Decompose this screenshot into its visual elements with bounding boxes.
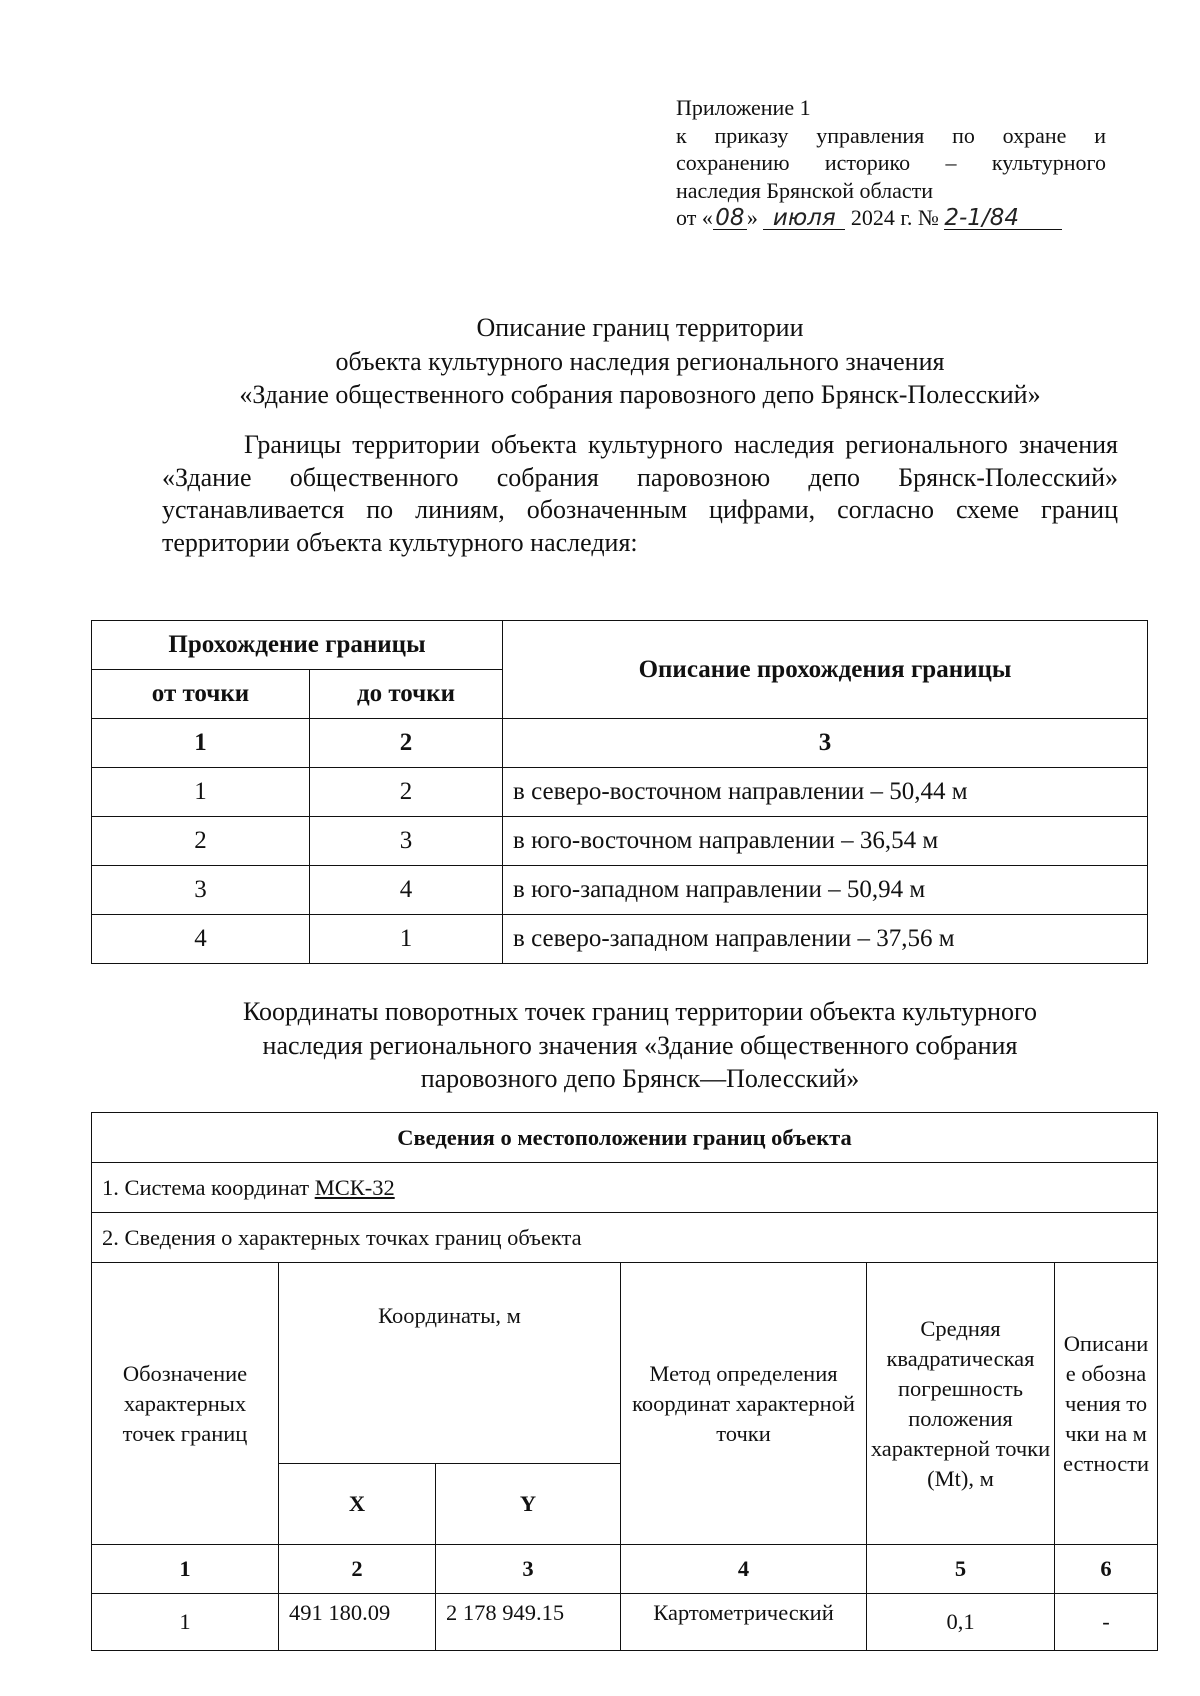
appendix-heritage-line: сохранению историко – культурного xyxy=(676,150,1106,175)
header-method: Метод определения координат характерной точки xyxy=(621,1263,867,1545)
coord-system-row xyxy=(92,1163,1158,1213)
appendix-region-line: наследия Брянской области xyxy=(676,177,934,203)
col-number: 2 xyxy=(310,719,503,768)
col-number: 1 xyxy=(92,719,310,768)
coords-title-line-2: наследия регионального значения «Здание общественного собрания xyxy=(262,1030,1018,1060)
header-error: Средняя квадратическая погрешность положения характерной точки (Mt), м xyxy=(867,1263,1055,1545)
table-row xyxy=(92,817,1148,866)
header-x: X xyxy=(279,1464,436,1545)
cell-from: 1 xyxy=(92,768,310,817)
title-line-2: объекта культурного наследия регионального значения xyxy=(335,346,945,376)
header-designation: Обозначение характерных точек границ xyxy=(92,1263,279,1545)
cell-y: 2 178 949.15 xyxy=(436,1594,621,1651)
header-passage: Прохождение границы xyxy=(92,621,503,670)
title-line-1: Описание границ территории xyxy=(476,313,804,342)
table-row xyxy=(92,1594,1158,1651)
table-row xyxy=(92,866,1148,915)
points-heading: 2. Сведения о характерных точках границ объекта xyxy=(92,1213,1158,1263)
col-number: 3 xyxy=(503,719,1148,768)
col-number: 6 xyxy=(1055,1545,1158,1594)
col-number: 2 xyxy=(279,1545,436,1594)
col-number: 3 xyxy=(436,1545,621,1594)
cell-desc: в северо-восточном направлении – 50,44 м xyxy=(503,768,1148,817)
table-row xyxy=(92,915,1148,964)
title-line-3: «Здание общественного собрания паровозного депо Брянск-Полесский» xyxy=(239,380,1041,409)
cell-to: 3 xyxy=(310,817,503,866)
date-prefix: от « xyxy=(676,205,713,230)
col-number: 5 xyxy=(867,1545,1055,1594)
date-month-handwritten: июля xyxy=(763,207,845,230)
header-description: Описание прохождения границы xyxy=(503,621,1148,719)
intro-paragraph-text: Границы территории объекта культурного наследия регионального значения «Здание общественного собрания паровозною депо Брянск-Полесский» устанавливается по линиям, обозначенным цифрами, согласно схеме границ территории объекта культурного наследия: xyxy=(162,430,1118,557)
cell-to: 2 xyxy=(310,768,503,817)
header-coordinates: Координаты, м xyxy=(279,1263,621,1464)
header-y: Y xyxy=(436,1464,621,1545)
date-year: 2024 г. № xyxy=(850,205,939,230)
appendix-date-line xyxy=(676,204,1106,232)
cell-x: 491 180.09 xyxy=(279,1594,436,1651)
location-table xyxy=(91,1112,1158,1651)
date-mid: » xyxy=(746,205,758,230)
appendix-order-line: к приказу управления по охране и xyxy=(676,122,1106,148)
col-number: 4 xyxy=(621,1545,867,1594)
location-heading: Сведения о местоположении границ объекта xyxy=(92,1113,1158,1163)
date-day-handwritten: 08 xyxy=(713,207,747,230)
boundary-table xyxy=(91,620,1148,964)
intro-paragraph xyxy=(162,429,1118,559)
cell-from: 3 xyxy=(92,866,310,915)
cell-desc: в юго-восточном направлении – 36,54 м xyxy=(503,817,1148,866)
cell-method: Картометрический xyxy=(621,1594,867,1651)
coord-system-label: 1. Система координат xyxy=(102,1174,310,1200)
cell-desc: в северо-западном направлении – 37,56 м xyxy=(503,915,1148,964)
cell-desc: в юго-западном направлении – 50,94 м xyxy=(503,866,1148,915)
table-header-row xyxy=(92,621,1148,670)
order-number-handwritten: 2-1/84 xyxy=(944,207,1062,230)
coords-title-line-1: Координаты поворотных точек границ территории объекта культурного xyxy=(242,997,1038,1026)
cell-to: 4 xyxy=(310,866,503,915)
location-header-row xyxy=(92,1263,1158,1464)
coord-system-cell xyxy=(92,1163,1158,1213)
appendix-block xyxy=(676,94,1106,232)
points-heading-row xyxy=(92,1213,1158,1263)
coord-system-value: МСК-32 xyxy=(314,1174,395,1200)
coords-title-line-3: паровозного депо Брянск—Полесский» xyxy=(420,1064,860,1093)
cell-to: 1 xyxy=(310,915,503,964)
col-number: 1 xyxy=(92,1545,279,1594)
cell-from: 4 xyxy=(92,915,310,964)
document-title xyxy=(140,311,1140,412)
cell-from: 2 xyxy=(92,817,310,866)
location-heading-row xyxy=(92,1113,1158,1163)
table-row xyxy=(92,768,1148,817)
appendix-title: Приложение 1 xyxy=(676,95,811,120)
header-point-description: Описание обозначения точки на местности xyxy=(1055,1263,1158,1545)
cell-desc: - xyxy=(1055,1594,1158,1651)
coordinates-title xyxy=(140,995,1140,1096)
location-number-row xyxy=(92,1545,1158,1594)
cell-point: 1 xyxy=(92,1594,279,1651)
header-from: от точки xyxy=(92,670,310,719)
table-number-row xyxy=(92,719,1148,768)
header-to: до точки xyxy=(310,670,503,719)
cell-error: 0,1 xyxy=(867,1594,1055,1651)
